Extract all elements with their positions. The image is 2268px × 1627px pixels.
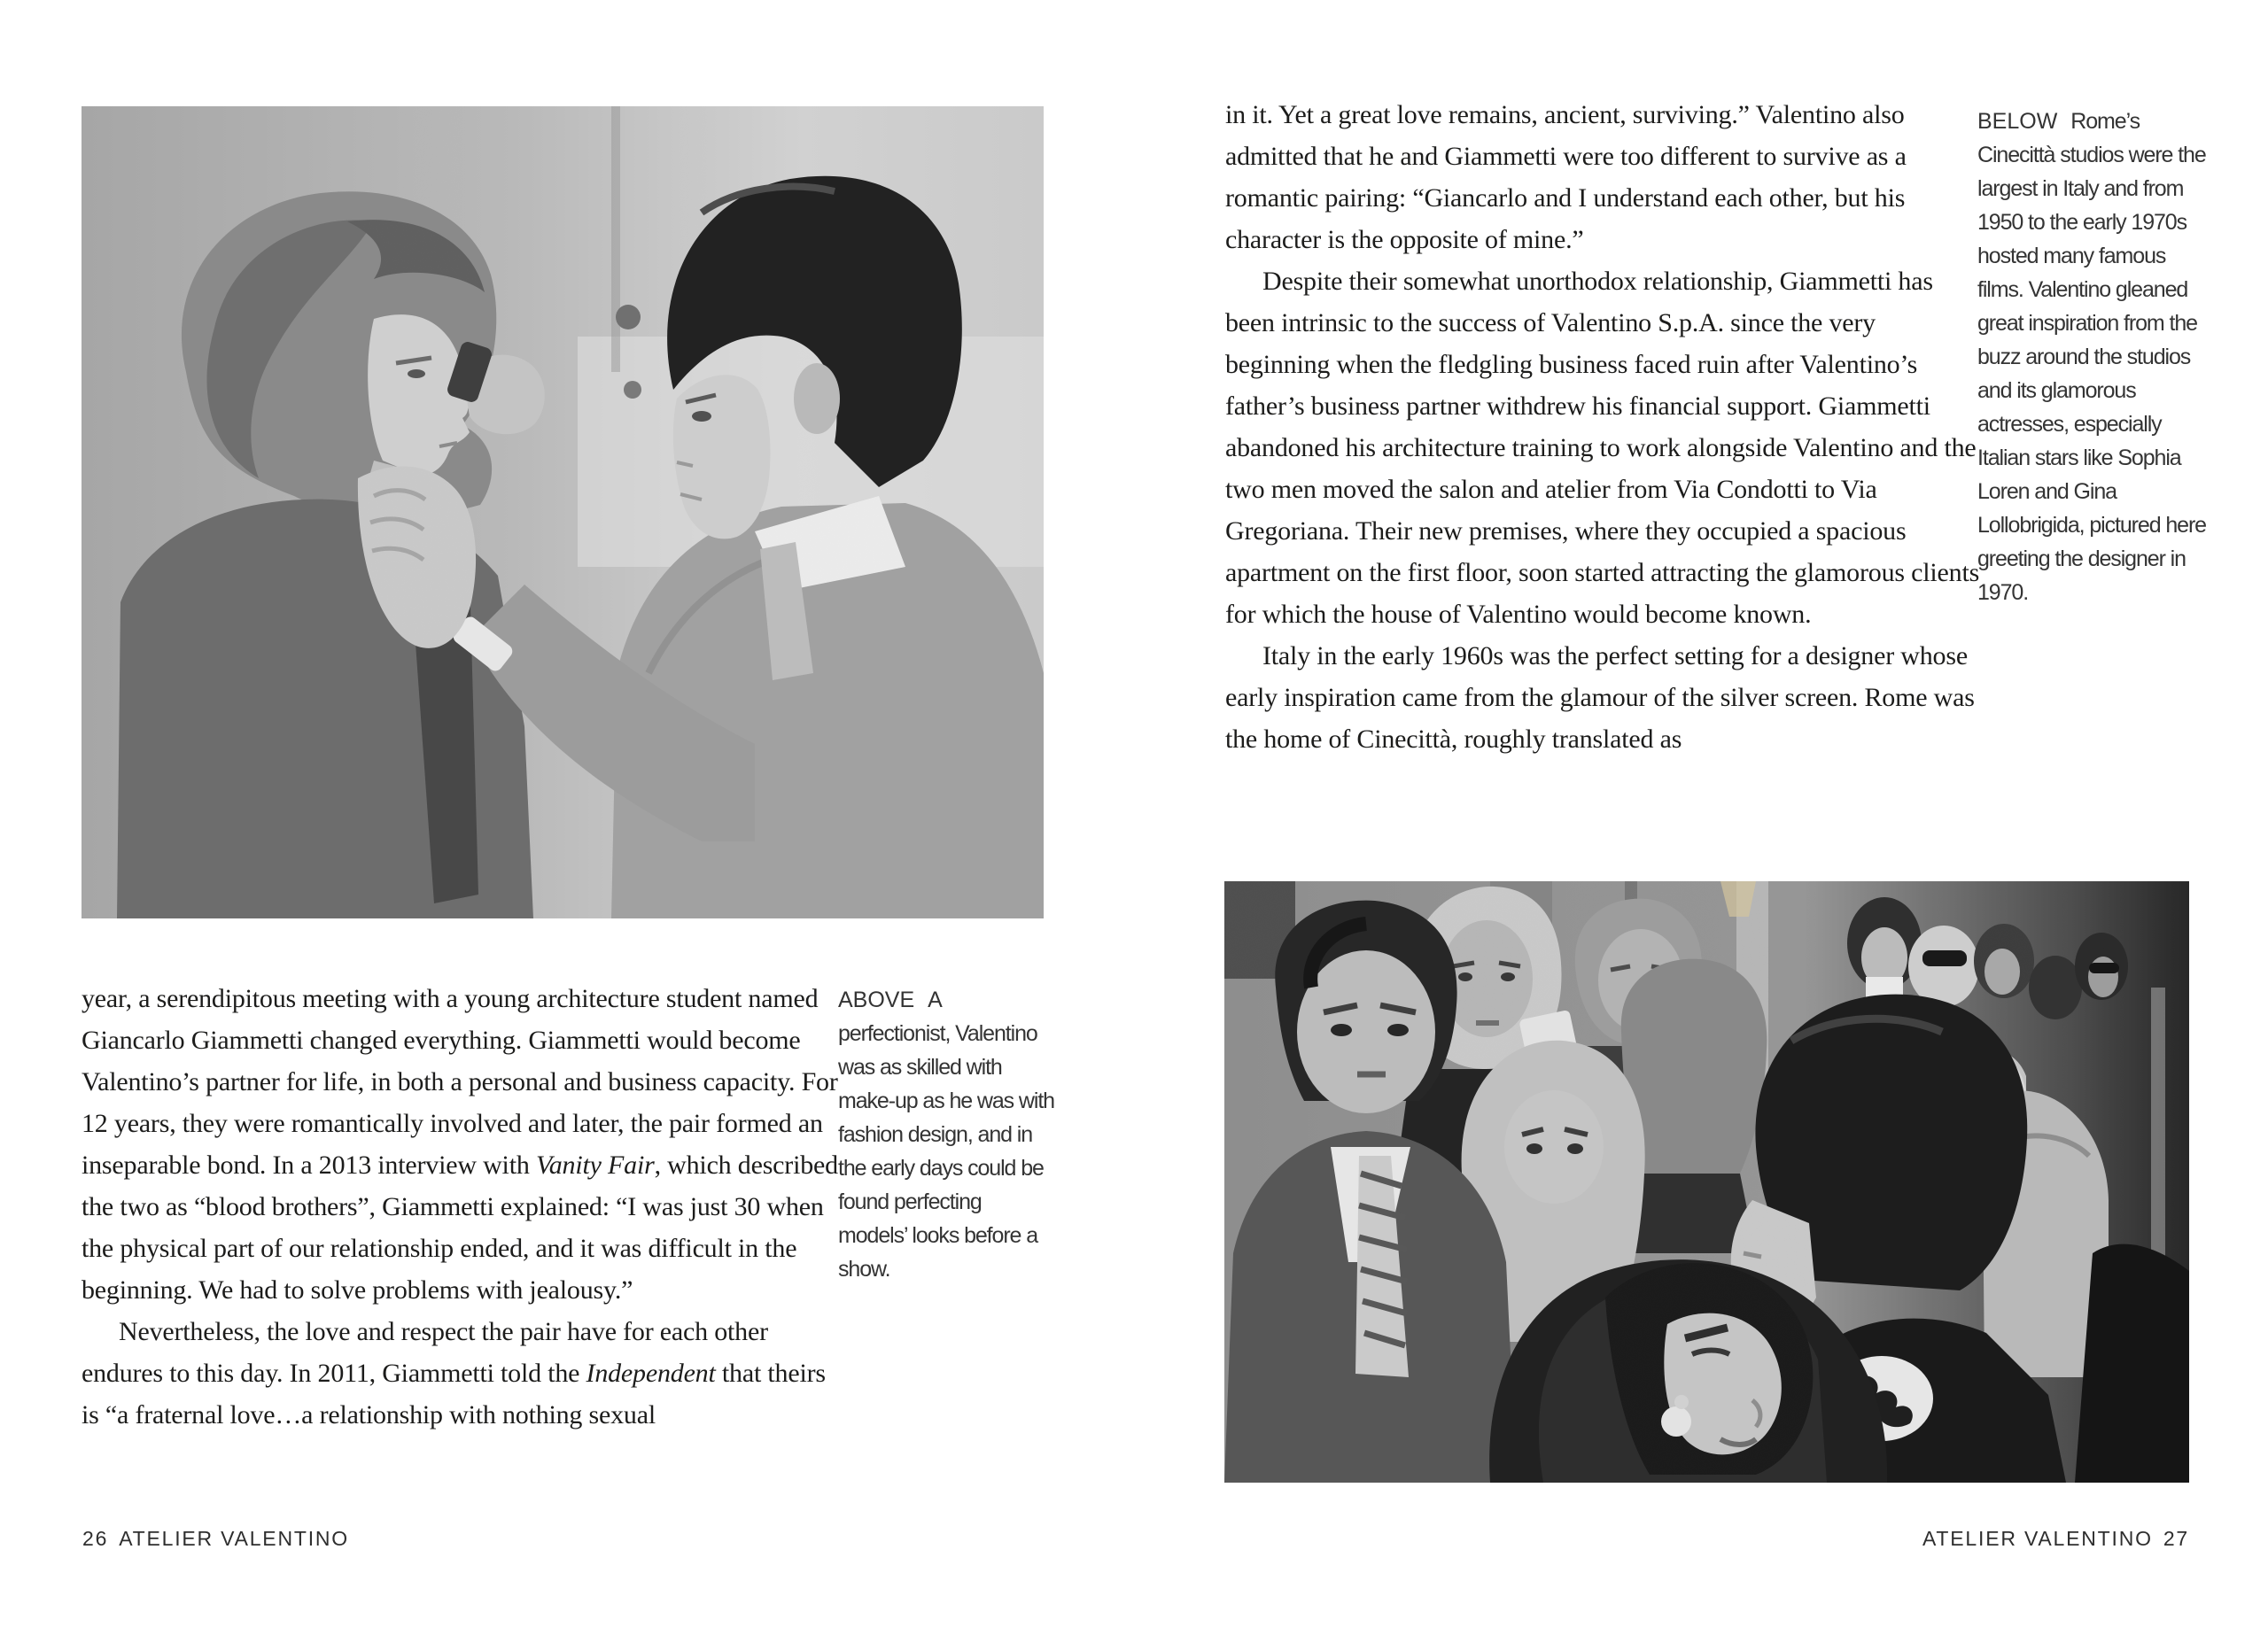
right-folio xyxy=(1922,1527,2189,1551)
caption-text: A perfectionist, Valentino was as skilled with make-up as he was with fashion design, and in the early days could be found perfecting models’ looks before a show. xyxy=(838,988,1054,1282)
right-page-number: 27 xyxy=(2163,1527,2189,1550)
right-running-title: ATELIER VALENTINO xyxy=(1922,1527,2153,1550)
caption-paragraph xyxy=(838,983,1054,1286)
right-body-text xyxy=(1225,94,1980,760)
party-photo-illustration xyxy=(1224,881,2189,1483)
left-folio xyxy=(82,1527,349,1551)
makeup-photo-illustration xyxy=(82,106,1044,918)
body-paragraph: Italy in the early 1960s was the perfect setting for a designer whose early inspiration came from the glamour of the silver screen. Rome was the home of Cinecittà, roughly translated as xyxy=(1225,641,1975,754)
left-page-number: 26 xyxy=(82,1527,109,1550)
caption-paragraph xyxy=(1977,105,2210,609)
caption-label: BELOW xyxy=(1977,109,2058,134)
caption-label: ABOVE xyxy=(838,988,915,1012)
body-paragraph: in it. Yet a great love remains, ancient, surviving.” Valentino also admitted that he and Giammetti were too different to survive as a romantic pairing: “Giancarlo and I understand each other, but his character is the opposite of mine.” xyxy=(1225,100,1907,254)
left-running-title: ATELIER VALENTINO xyxy=(119,1527,349,1550)
left-photo-caption xyxy=(838,983,1054,1286)
right-photo-caption xyxy=(1977,105,2210,609)
body-paragraph: Nevertheless, the love and respect the pair have for each other endures to this day. In 2011, Giammetti told the Independent that theirs is “a fraternal love…a relationship with nothing sexual xyxy=(82,1317,826,1429)
photo-valentino-makeup xyxy=(82,106,1044,918)
caption-text: Rome’s Cinecittà studios were the largest in Italy and from 1950 to the early 1970s hosted many famous films. Valentino gleaned great inspiration from the buzz around the studios and its glamorous actresses, especially Italian stars like Sophia Loren and Gina Lollobrigida, pictured here greeting the designer in 1970. xyxy=(1977,109,2206,605)
body-paragraph: Despite their somewhat unorthodox relationship, Giammetti has been intrinsic to the success of Valentino S.p.A. since the very beginning when the fledgling business faced ruin after Valentino’s father’s business partner withdrew his financial support. Giammetti abandoned his architecture training to work alongside Valentino and the two men moved the salon and atelier from Via Condotti to Via Gregoriana. Their new premises, where they occupied a spacious apartment on the first floor, soon started attracting the glamorous clients for which the house of Valentino would become known. xyxy=(1225,267,1980,629)
photo-party-greeting xyxy=(1224,881,2189,1483)
left-body-text xyxy=(82,978,842,1436)
body-paragraph: year, a serendipitous meeting with a young architecture student named Giancarlo Giammetti changed everything. Giammetti would become Valentino’s partner for life, in both a personal and business capacity. For 12 years, they were romantically involved and later, the pair formed an inseparable bond. In a 2013 interview with Vanity Fair, which described the two as “blood brothers”, Giammetti explained: “I was just 30 when the physical part of our relationship ended, and it was difficult in the beginning. We had to solve problems with jealousy.” xyxy=(82,984,838,1305)
